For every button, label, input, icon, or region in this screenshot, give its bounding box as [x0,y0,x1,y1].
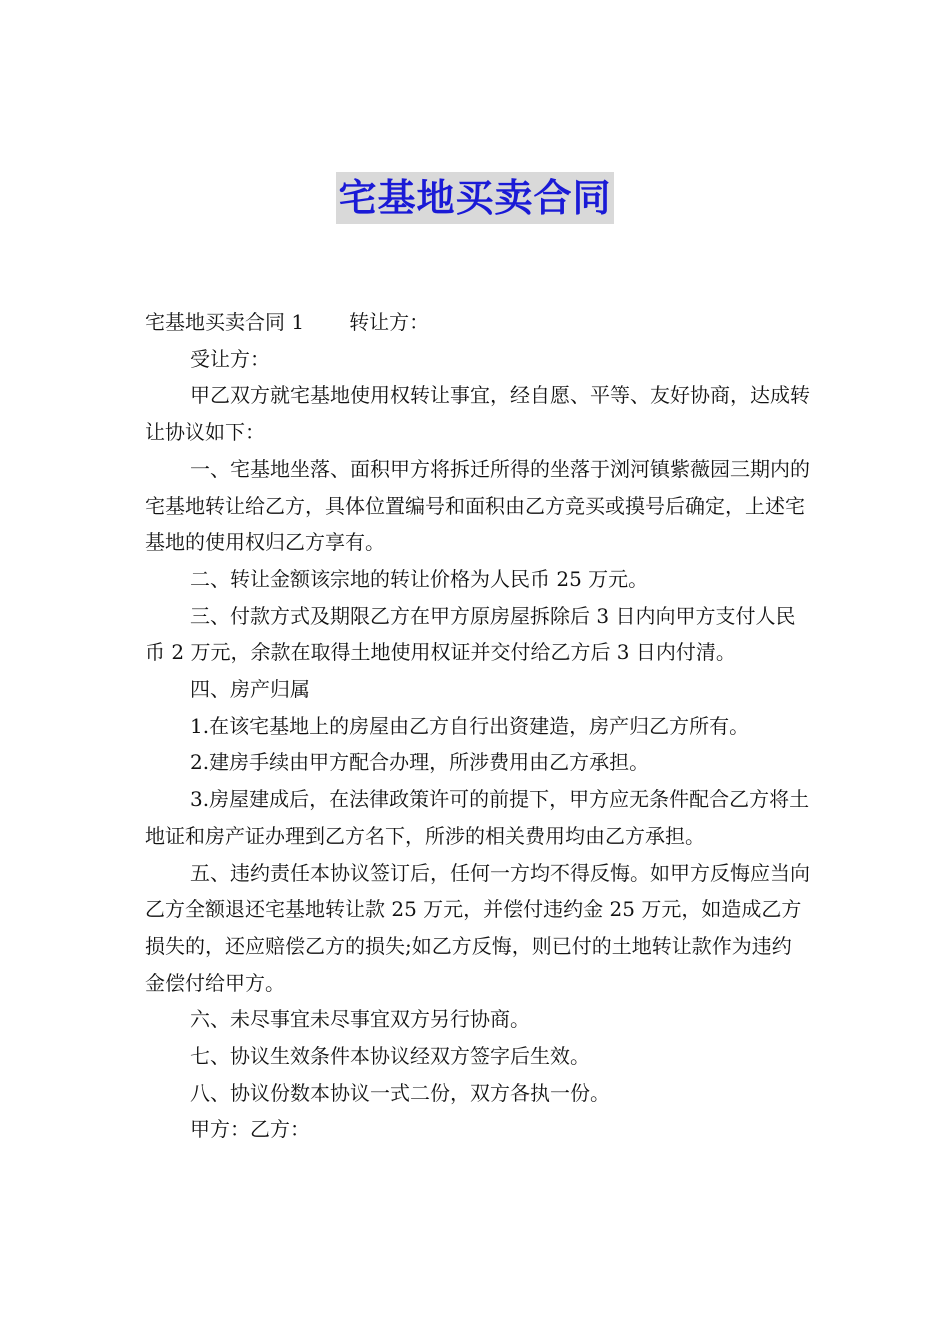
title-container [0,172,950,224]
paragraph-transferee: 受让方： [190,346,270,371]
paragraph-clause-8: 八、协议份数本协议一式二份，双方各执一份。 [190,1080,610,1105]
document-title: 宅基地买卖合同 [336,172,613,224]
paragraph-clause-6: 六、未尽事宜未尽事宜双方另行协商。 [190,1007,530,1032]
paragraph-intro: 甲乙双方就宅基地使用权转让事宜，经自愿、平等、友好协商，达成转让协议如下： [145,383,810,445]
paragraph-clause-1: 一、宅基地坐落、面积甲方将拆迁所得的坐落于浏河镇紫薇园三期内的宅基地转让给乙方，具体位置编号和面积由乙方竞买或摸号后确定，上述宅基地的使用权归乙方享有。 [145,456,810,555]
paragraph-clause-4: 四、房产归属 [190,677,310,702]
contract-subtitle: 宅基地买卖合同 1 [145,310,305,334]
paragraph-clause-4-item-2: 2.建房手续由甲方配合办理，所涉费用由乙方承担。 [190,750,650,775]
paragraph-clause-7: 七、协议生效条件本协议经双方签字后生效。 [190,1044,590,1069]
paragraph-signatures: 甲方：乙方： [190,1117,310,1142]
paragraph-clause-4-item-1: 1.在该宅基地上的房屋由乙方自行出资建造，房产归乙方所有。 [190,713,750,738]
paragraph-clause-4-item-3: 3.房屋建成后，在法律政策许可的前提下，甲方应无条件配合乙方将土地证和房产证办理到乙方名下，所涉的相关费用均由乙方承担。 [145,787,810,848]
heading-line [145,304,810,341]
paragraph-clause-2: 二、转让金额该宗地的转让价格为人民币 25 万元。 [190,566,649,591]
document-body [145,304,810,1148]
paragraph-clause-3: 三、付款方式及期限乙方在甲方原房屋拆除后 3 日内向甲方支付人民币 2 万元，余款在取得土地使用权证并交付给乙方后 3 日内付清。 [145,603,796,665]
transferor-label: 转让方： [349,310,430,334]
paragraph-clause-5: 五、违约责任本协议签订后，任何一方均不得反悔。如甲方反悔应当向乙方全额退还宅基地转让款 25 万元，并偿付违约金 25 万元，如造成乙方损失的，还应赔偿乙方的损失;如乙方反悔，则已付的土地转让款作为违约金偿付给甲方。 [145,860,810,995]
